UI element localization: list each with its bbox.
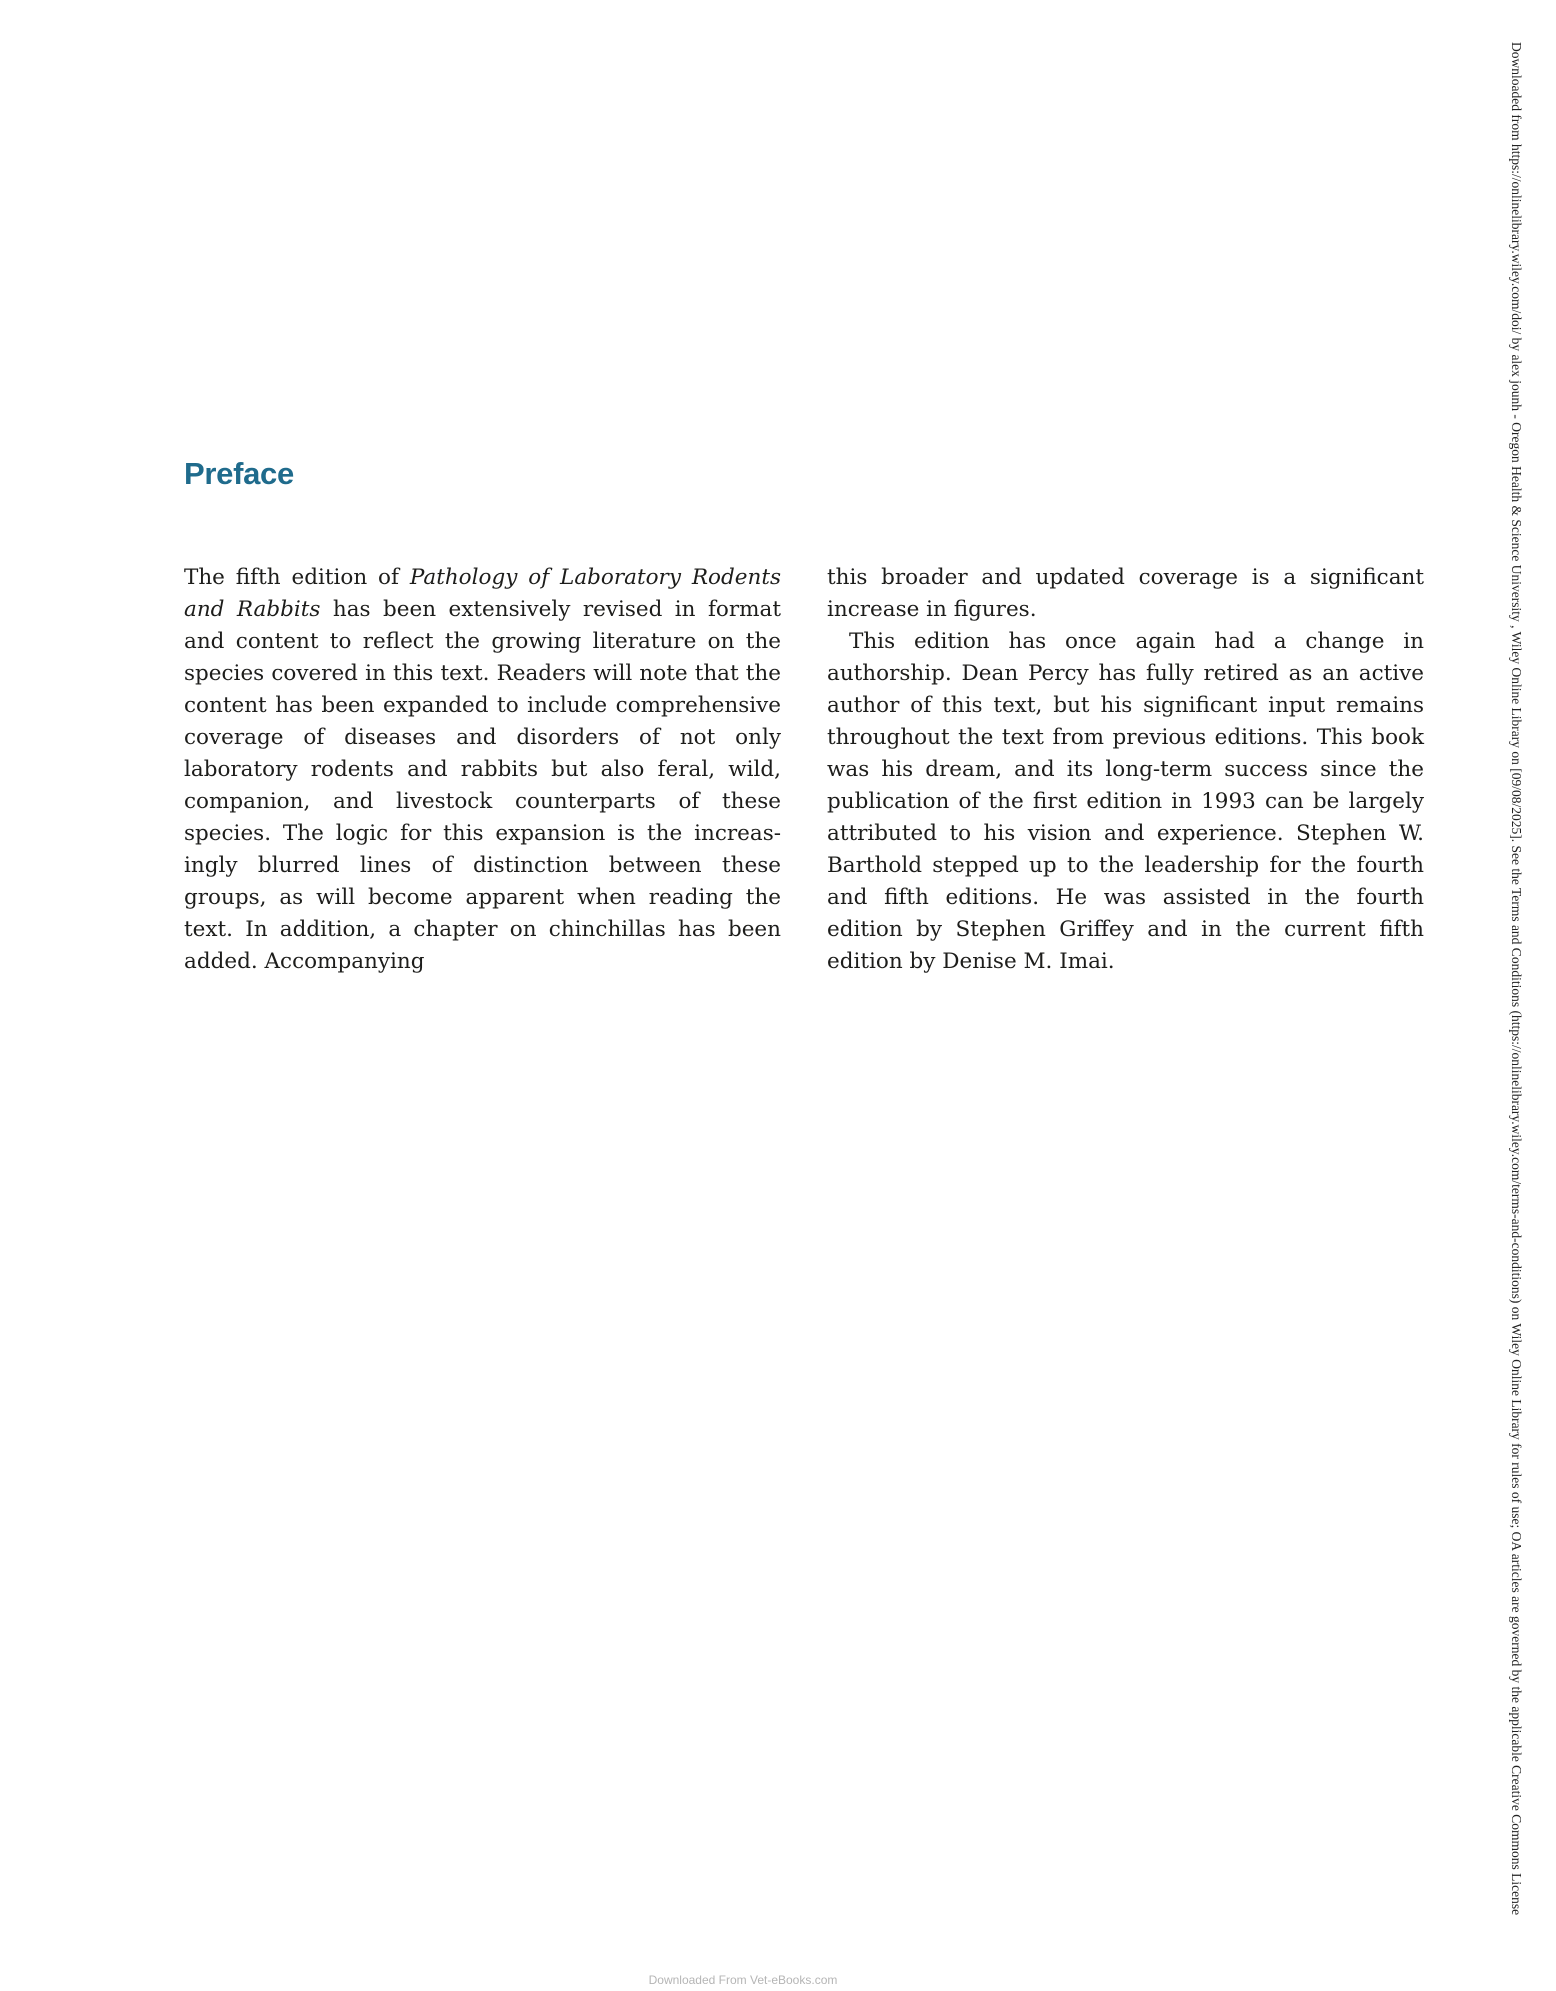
paragraph-1-body: has been extensively revised in format and content to reflect the growing literature on the species covered in this text. Readers will note that the content has been expanded to include comprehensive coverage of diseases and disorders of not only laboratory rodents and rabbits but also feral, wild, companion, and livestock counterparts of these species. The logic for this expansion is the increasingly blurred lines of distinction between these groups, as will become apparent when reading the text. In addition, a chapter on chinchillas has been added. Accompanying (184, 597, 781, 974)
footer-watermark: Downloaded From Vet-eBooks.com (648, 1973, 838, 1987)
paragraph-1-intro: The fifth edition of (184, 565, 410, 590)
text-column-right (827, 562, 1424, 978)
book-title: Pathology of Laboratory Rodents and Rabbits (184, 565, 781, 622)
paragraph-2: This edition has once again had a change in authorship. Dean Percy has fully retired as an active author of this text, but his significant input remains throughout the text from previous editions. This book was his dream, and its long-term success since the publication of the first edition in 1993 can be largely attributed to his vision and experience. Stephen W. Barthold stepped up to the leadership for the fourth and fifth editions. He was assisted in the fourth edition by Stephen Griffey and in the current fifth edition by Denise M. Imai. (827, 629, 1424, 974)
text-column-left (184, 562, 781, 978)
page-heading: Preface (184, 456, 294, 491)
download-notice-vertical: Downloaded from https://onlinelibrary.wiley.com/doi/ by alex jounh - Oregon Health & Science University , Wiley Online Library on [09/08/2025]. See the Terms and Conditions (https://onlinelibrary.wiley.com/terms-and-conditions) on Wiley Online Library for rules of use; OA articles are governed by the applicable Creative Commons License (1509, 42, 1524, 1916)
paragraph-1 (184, 562, 781, 978)
paragraph-1-continued: this broader and updated coverage is a significant increase in figures. (827, 565, 1424, 622)
